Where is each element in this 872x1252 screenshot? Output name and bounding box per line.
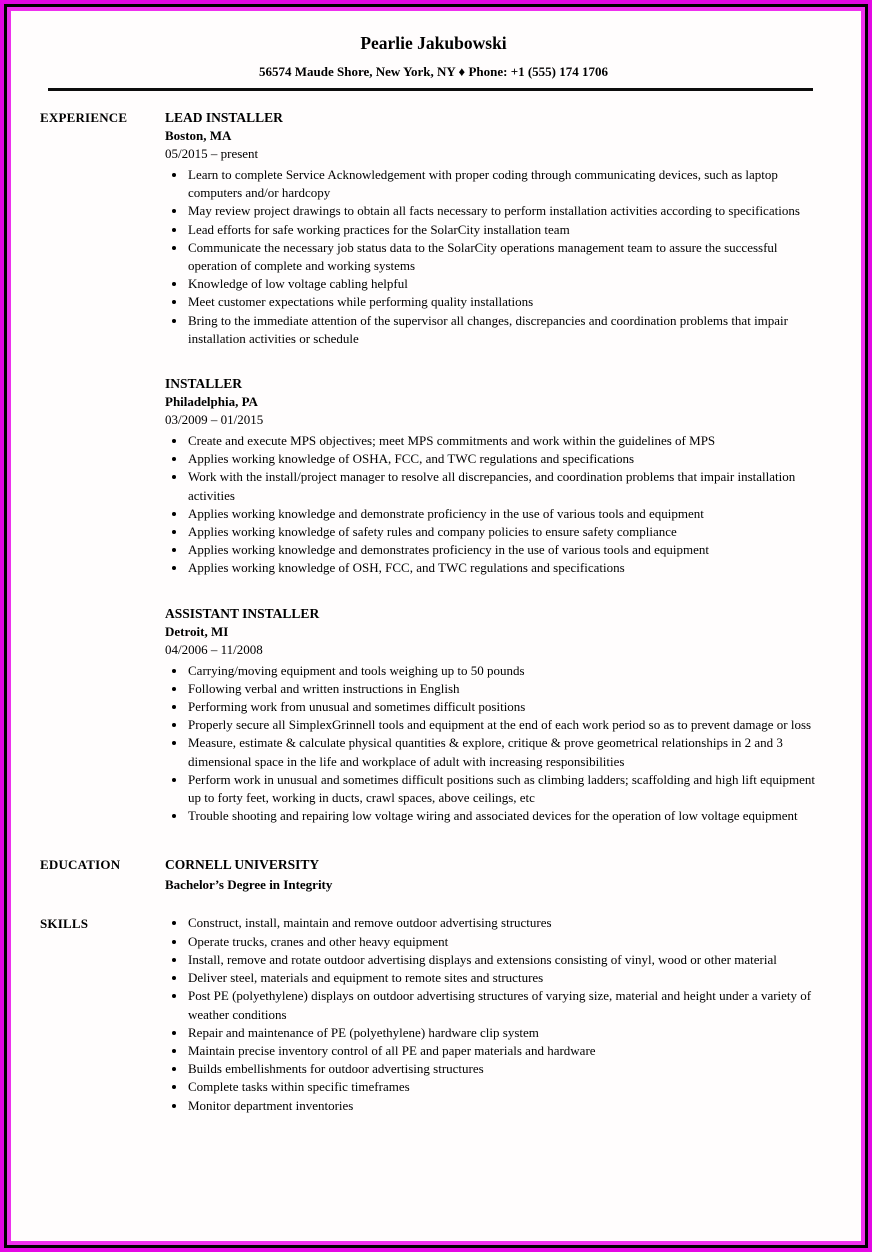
bullet-item: • Complete tasks within specific timeframes <box>187 1078 827 1096</box>
bullet-item: • Post PE (polyethylene) displays on outdoor advertising structures of varying size, material and height under a variety of weather conditions <box>187 987 827 1023</box>
bullet-item: • Performing work from unusual and sometimes difficult positions <box>187 698 827 716</box>
bullet-item: • Maintain precise inventory control of all PE and paper materials and hardware <box>187 1042 827 1060</box>
bullet-item: • Monitor department inventories <box>187 1097 827 1115</box>
school-name: CORNELL UNIVERSITY <box>165 857 320 873</box>
bullet-item: • Perform work in unusual and sometimes difficult positions such as climbing ladders; scaffolding and high lift equipment up to forty feet, working in ducts, crawl spaces, above ceilings, etc <box>187 771 827 807</box>
bullet-item: • Create and execute MPS objectives; meet MPS commitments and work within the guidelines of MPS <box>187 432 827 450</box>
bullet-item: • Learn to complete Service Acknowledgement with proper coding through communicating devices, such as laptop computers and/or hardcopy <box>187 166 827 202</box>
bullet-item: • Applies working knowledge and demonstrate proficiency in the use of various tools and equipment <box>187 505 827 523</box>
education-section-label: EDUCATION <box>40 857 121 873</box>
job-location: Philadelphia, PA <box>165 394 258 410</box>
job-location: Detroit, MI <box>165 623 229 639</box>
job-dates: 03/2009 – 01/2015 <box>165 412 264 428</box>
experience-section <box>40 108 827 825</box>
job-location: Boston, MA <box>165 128 232 143</box>
bullet-item: • Work with the install/project manager to resolve all discrepancies, and coordination problems that impair installation activities <box>187 468 827 504</box>
bullet-item: • Applies working knowledge of safety rules and company policies to ensure safety compliance <box>187 523 827 541</box>
bullet-item: • Applies working knowledge of OSHA, FCC, and TWC regulations and specifications <box>187 450 827 468</box>
job-bullet-list <box>165 432 827 578</box>
job-title: LEAD INSTALLER <box>165 110 283 125</box>
job-bullet-list <box>165 662 827 826</box>
bullet-item: • Construct, install, maintain and remove outdoor advertising structures <box>187 914 827 932</box>
bullet-item: • Operate trucks, cranes and other heavy equipment <box>187 933 827 951</box>
education-section <box>40 855 827 894</box>
degree-name: Bachelor’s Degree in Integrity <box>165 877 333 893</box>
job-title: ASSISTANT INSTALLER <box>165 605 320 621</box>
job-entry-lead-installer <box>165 108 827 348</box>
header-divider <box>48 88 813 91</box>
bullet-item: • Communicate the necessary job status data to the SolarCity operations management team to assure the successful operation of complete and working systems <box>187 239 827 275</box>
bullet-item: • Builds embellishments for outdoor advertising structures <box>187 1060 827 1078</box>
bullet-item: • May review project drawings to obtain all facts necessary to perform installation activities according to specifications <box>187 202 827 220</box>
skills-bullet-list <box>165 914 827 1114</box>
bullet-item: • Repair and maintenance of PE (polyethylene) hardware clip system <box>187 1024 827 1042</box>
page-border-inner <box>7 7 865 1245</box>
bullet-item: • Deliver steel, materials and equipment to remote sites and structures <box>187 969 827 987</box>
bullet-item: • Carrying/moving equipment and tools weighing up to 50 pounds <box>187 662 827 680</box>
bullet-item: • Bring to the immediate attention of the supervisor all changes, discrepancies and coordination problems that impair installation activities or schedule <box>187 312 827 348</box>
bullet-item: • Applies working knowledge of OSH, FCC, and TWC regulations and specifications <box>187 559 827 577</box>
bullet-item: • Trouble shooting and repairing low voltage wiring and associated devices for the operation of low voltage equipment <box>187 807 827 825</box>
bullet-item: • Install, remove and rotate outdoor advertising displays and extensions consisting of vinyl, wood or other material <box>187 951 827 969</box>
job-dates: 05/2015 – present <box>165 146 259 161</box>
job-dates: 04/2006 – 11/2008 <box>165 641 263 657</box>
bullet-item: • Following verbal and written instructions in English <box>187 680 827 698</box>
skills-section-label: SKILLS <box>40 916 89 932</box>
bullet-item: • Properly secure all SimplexGrinnell tools and equipment at the end of each work period so as to prevent damage or loss <box>187 716 827 734</box>
bullet-item: • Meet customer expectations while performing quality installations <box>187 293 827 311</box>
bullet-item: • Lead efforts for safe working practices for the SolarCity installation team <box>187 221 827 239</box>
experience-section-label: EXPERIENCE <box>40 110 128 125</box>
job-entry-assistant-installer <box>165 604 827 826</box>
education-section-body <box>165 855 827 894</box>
skills-section <box>40 914 827 1114</box>
bullet-item: • Applies working knowledge and demonstrates proficiency in the use of various tools and equipment <box>187 541 827 559</box>
resume-page <box>11 11 861 1241</box>
job-bullet-list <box>165 166 827 348</box>
bullet-item: • Knowledge of low voltage cabling helpful <box>187 275 827 293</box>
contact-line: 56574 Maude Shore, New York, NY ♦ Phone: +1 (555) 174 1706 <box>258 64 609 79</box>
page-border-middle <box>4 4 868 1248</box>
job-entry-installer <box>165 374 827 578</box>
skills-section-body <box>165 914 827 1114</box>
job-title: INSTALLER <box>165 376 243 392</box>
candidate-name: Pearlie Jakubowski <box>360 33 507 53</box>
experience-section-body <box>165 108 827 825</box>
bullet-item: • Measure, estimate & calculate physical quantities & explore, critique & prove geometrical relationships in 2 and 3 dimensional space in the life and workplace of adult with increasing responsibilities <box>187 734 827 770</box>
